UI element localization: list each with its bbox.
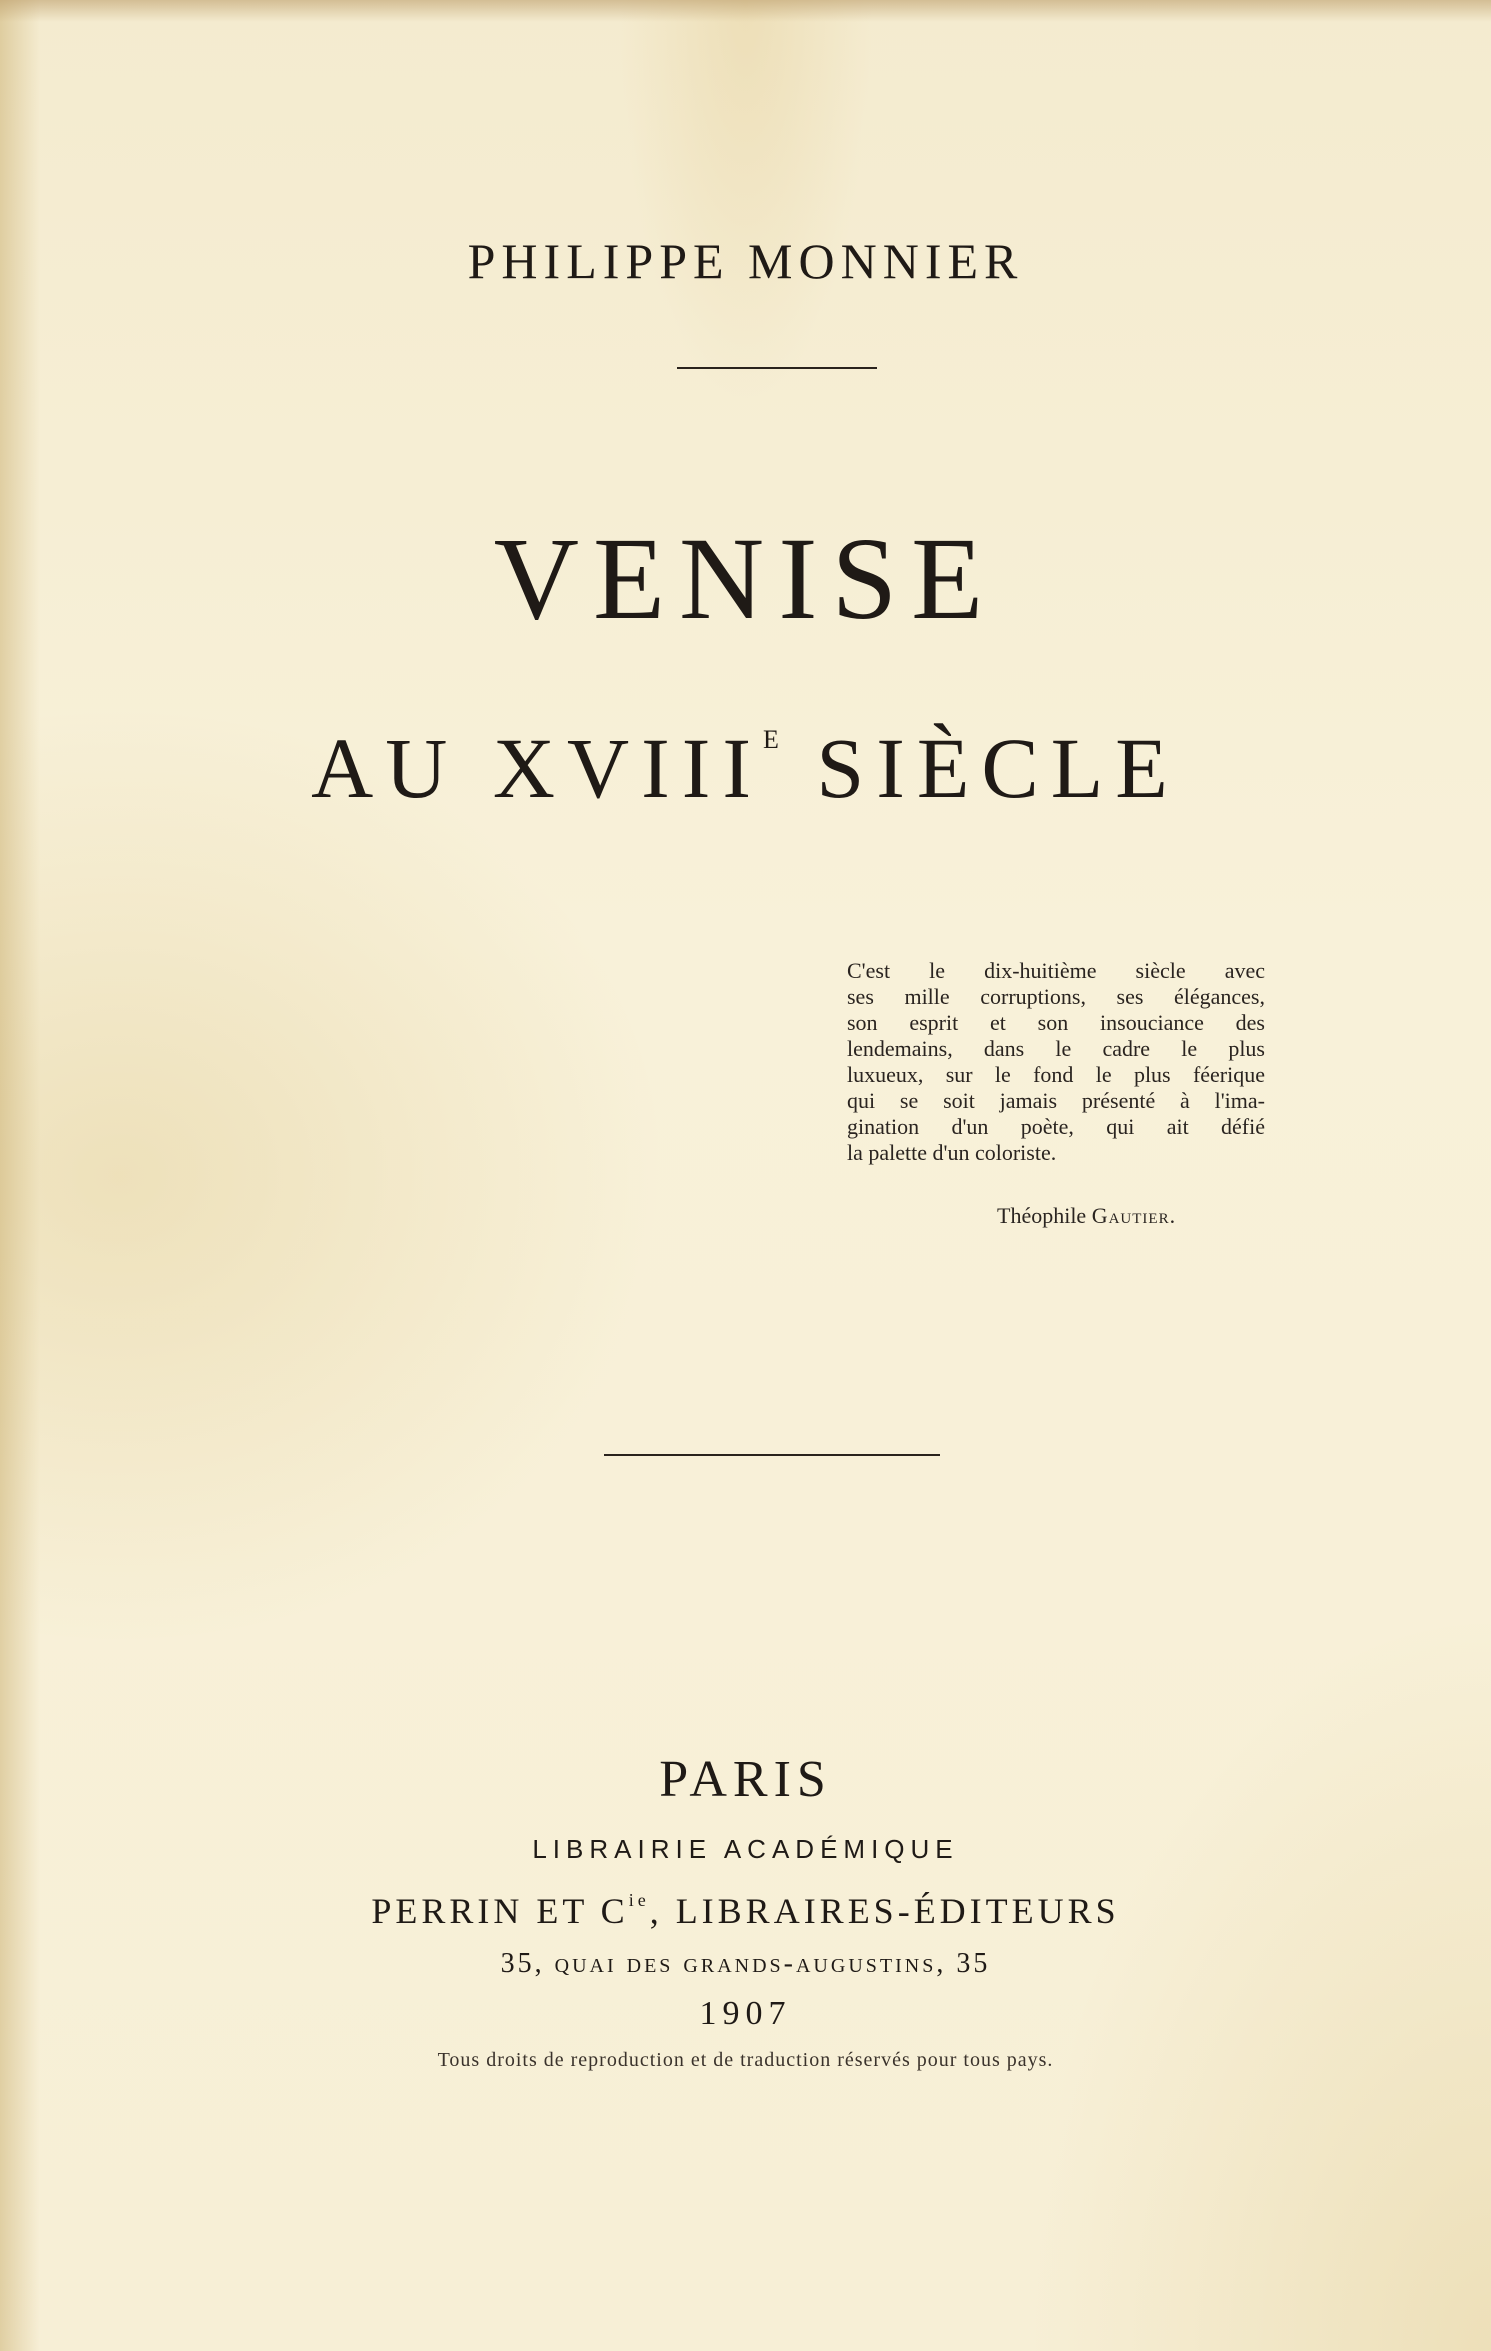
epigraph-author-last: Gautier. xyxy=(1091,1203,1177,1228)
epigraph-line: gination d'un poète, qui ait défié xyxy=(847,1114,1265,1139)
epigraph-line: lendemains, dans le cadre le plus xyxy=(847,1036,1265,1061)
imprint-year: 1907 xyxy=(699,1995,792,2032)
epigraph-line: qui se soit jamais présenté à l'ima- xyxy=(847,1088,1265,1113)
publisher-line-sup: ie xyxy=(628,1890,650,1910)
publisher-line-suffix: , LIBRAIRES-ÉDITEURS xyxy=(649,1891,1120,1931)
subtitle-suffix: SIÈCLE xyxy=(816,720,1180,816)
subtitle-superscript: E xyxy=(763,725,779,754)
page-top-edge xyxy=(0,0,1491,22)
imprint-publisher-line xyxy=(0,1890,1491,1932)
publisher-line-prefix: PERRIN ET C xyxy=(371,1891,629,1931)
address-number: 35, xyxy=(500,1948,545,1979)
imprint-address xyxy=(0,1948,1491,1980)
epigraph-author-first: Théophile xyxy=(997,1203,1087,1228)
epigraph-line: C'est le dix-huitième siècle avec xyxy=(847,958,1265,983)
top-divider xyxy=(677,367,877,369)
address-street: quai des grands-augustins, xyxy=(554,1948,947,1979)
imprint-city: PARIS xyxy=(659,1751,832,1808)
epigraph-author xyxy=(997,1203,1176,1229)
epigraph-line: ses mille corruptions, ses élégances, xyxy=(847,984,1265,1009)
address-number: 35 xyxy=(956,1948,991,1979)
epigraph-line: son esprit et son insouciance des xyxy=(847,1010,1265,1035)
imprint-publisher: LIBRAIRIE ACADÉMIQUE xyxy=(532,1834,959,1864)
book-title: VENISE xyxy=(493,513,998,644)
book-subtitle xyxy=(0,720,1491,816)
rights-notice: Tous droits de reproduction et de traduction réservés pour tous pays. xyxy=(437,2049,1054,2071)
epigraph xyxy=(847,958,1265,1166)
middle-divider xyxy=(604,1454,940,1456)
author-name: PHILIPPE MONNIER xyxy=(467,233,1024,289)
subtitle-prefix: AU XVIII xyxy=(311,720,763,816)
epigraph-line: la palette d'un coloriste. xyxy=(847,1140,1057,1165)
epigraph-line: luxueux, sur le fond le plus féerique xyxy=(847,1062,1265,1087)
